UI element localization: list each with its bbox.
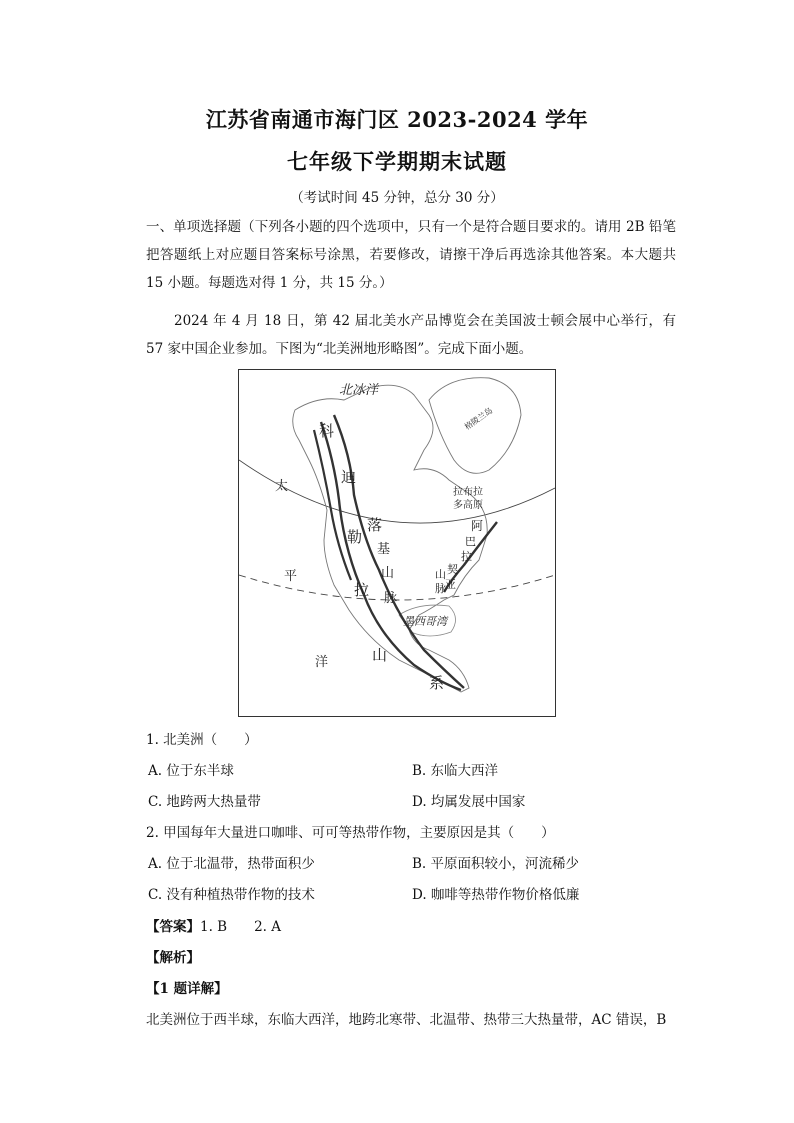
label-pacific-3: 洋 xyxy=(315,655,329,670)
label-gulf: 墨西哥湾 xyxy=(403,615,447,628)
label-appalachian-6: 山 xyxy=(435,568,446,581)
title-line-2: 七年级下学期期末试题 xyxy=(287,149,507,174)
analysis-label: 【解析】 xyxy=(146,950,200,966)
label-pacific-2: 平 xyxy=(284,569,298,584)
rocky-mountains-line xyxy=(334,415,464,688)
q1-option-d: D. 均属发展中国家 xyxy=(412,794,526,810)
label-cordillera-6: 系 xyxy=(429,674,445,692)
label-rocky-4: 脉 xyxy=(384,591,398,606)
label-pacific-1: 太 xyxy=(275,479,289,494)
q1-option-c: C. 地跨两大热量带 xyxy=(148,794,261,810)
section-instructions: 一、单项选择题（下列各小题的四个选项中，只有一个是符合题目要求的。请用 2B 铅笔把答题纸上对应题目答案标号涂黑，若要修改，请擦干净后再选涂其他答案。本大题共 15 小题。每题选对得 1 分，共 15 分。） xyxy=(146,219,676,291)
label-cordillera-3: 勒 xyxy=(347,528,363,546)
label-rocky-1: 落 xyxy=(367,516,383,534)
label-labrador-2: 多高原 xyxy=(453,500,483,511)
q2-option-c: C. 没有种植热带作物的技术 xyxy=(148,887,315,903)
label-cordillera-2: 迪 xyxy=(341,468,357,486)
label-rocky-2: 基 xyxy=(377,542,391,557)
label-appalachian-2: 巴 xyxy=(465,535,476,548)
exam-info: （考试时间 45 分钟，总分 30 分） xyxy=(290,190,504,206)
q2-option-b: B. 平原面积较小，河流稀少 xyxy=(412,856,580,872)
north-america-map xyxy=(238,369,556,717)
answer-text: 1. B 2. A xyxy=(200,919,282,935)
answer-label: 【答案】 xyxy=(146,919,200,935)
label-appalachian-5: 亚 xyxy=(445,578,456,591)
q2-option-d: D. 咖啡等热带作物价格低廉 xyxy=(412,887,580,903)
question-1-stem: 1. 北美洲（ ） xyxy=(146,732,258,748)
label-appalachian-3: 拉 xyxy=(461,550,472,563)
label-arctic: 北冰洋 xyxy=(339,383,379,398)
label-greenland: 格陵兰岛 xyxy=(462,405,495,432)
answer-line xyxy=(146,915,281,935)
label-cordillera-5: 山 xyxy=(372,646,388,664)
label-appalachian-4: 契 xyxy=(447,563,458,576)
map-figure xyxy=(239,370,555,716)
label-cordillera-1: 科 xyxy=(319,422,335,440)
q1-option-a: A. 位于东半球 xyxy=(148,763,234,779)
label-cordillera-4: 拉 xyxy=(354,581,370,599)
question-2-stem: 2. 甲国每年大量进口咖啡、可可等热带作物，主要原因是其（ ） xyxy=(146,825,555,841)
detail-text: 北美洲位于西半球，东临大西洋，地跨北寒带、北温带、热带三大热量带，AC 错误，B xyxy=(146,1012,667,1028)
label-rocky-3: 山 xyxy=(381,566,395,581)
label-appalachian-1: 阿 xyxy=(471,519,484,533)
label-appalachian-7: 脉 xyxy=(435,582,446,595)
question-intro: 2024 年 4 月 18 日，第 42 届北美水产品博览会在美国波士顿会展中心举行，有 57 家中国企业参加。下图为“北美洲地形略图”。完成下面小题。 xyxy=(146,313,676,357)
coastal-range-line xyxy=(314,430,351,580)
label-labrador-1: 拉布拉 xyxy=(453,487,483,498)
detail-label: 【1 题详解】 xyxy=(146,981,228,997)
q1-option-b: B. 东临大西洋 xyxy=(412,763,499,779)
title-line-1: 江苏省南通市海门区 2023-2024 学年 xyxy=(205,107,589,132)
q2-option-a: A. 位于北温带，热带面积少 xyxy=(148,856,315,872)
